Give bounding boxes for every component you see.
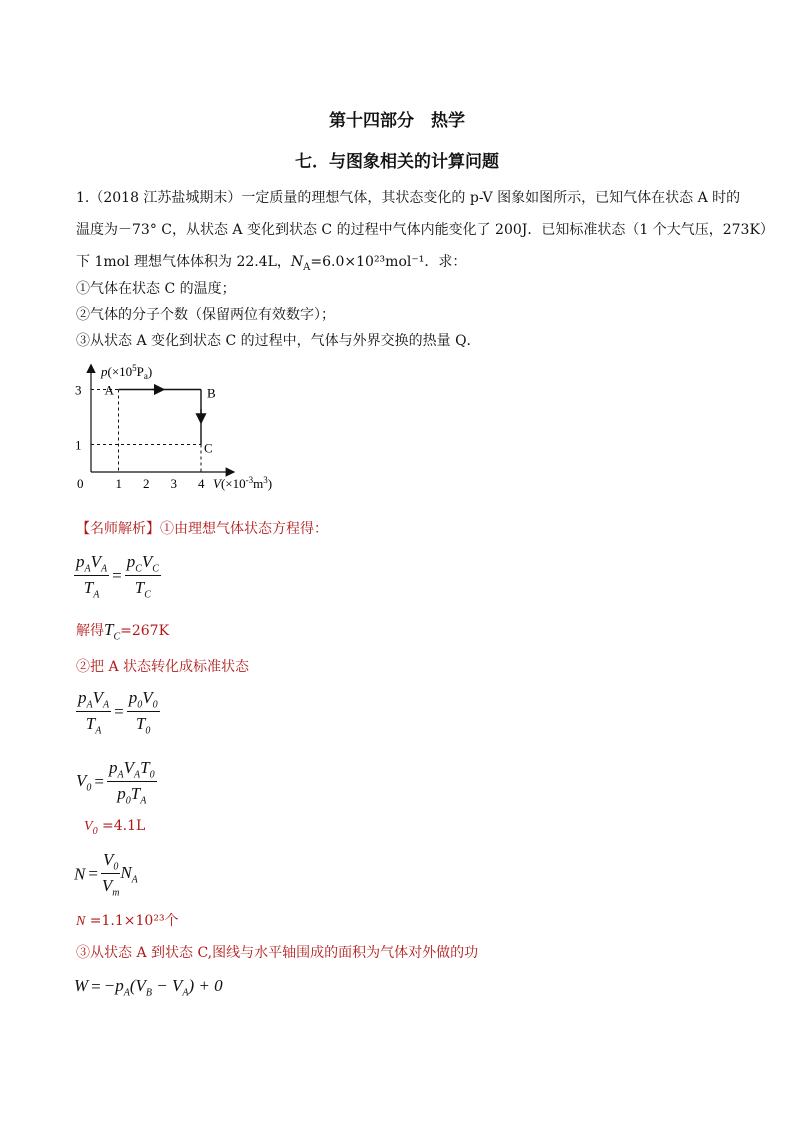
section-title: 七．与图象相关的计算问题 bbox=[295, 152, 499, 172]
x-tick-label: 4 bbox=[198, 476, 205, 491]
x-tick-label: 1 bbox=[115, 476, 122, 491]
part-title: 第十四部分 热学 bbox=[329, 111, 465, 131]
v0-value: =4.1L bbox=[102, 818, 146, 834]
problem-line-1: 1.（2018 江苏盐城期末）一定质量的理想气体，其状态变化的 p-V 图象如图所示，已知气体在状态 A 时的 bbox=[76, 190, 741, 206]
v0-equation: $V_0$ = $\frac{p_AV_AT_0}{p_0T_A}$ bbox=[76, 758, 155, 807]
problem-line-3-a: 下 1mol 理想气体体积为 22.4L， bbox=[76, 254, 291, 270]
point-label-a: A bbox=[104, 382, 114, 398]
standard-state-equation: $\frac{p_AV_A}{T_A}$ = $\frac{p_0V_0}{T_0}$ bbox=[78, 688, 158, 737]
part-3-heading: ③从状态 A 到状态 C,图线与水平轴围成的面积为气体对外做的功 bbox=[76, 945, 479, 961]
x-axis-label: $V(\times 10^{-3}m^3)$ bbox=[213, 475, 273, 491]
y-tick-label: 3 bbox=[75, 382, 82, 398]
ideal-gas-equation: $\frac{p_AV_A}{T_A}$ = $\frac{p_CV_C}{T_C}$ bbox=[76, 552, 159, 601]
molecule-count-equation: N = $\frac{V_0}{V_m}$ $N_A$ bbox=[74, 850, 138, 899]
solution-header bbox=[76, 518, 328, 538]
problem-line-3-b: =6.0×10²³mol⁻¹．求： bbox=[310, 254, 467, 270]
problem-line-2: 温度为－73° C，从状态 A 变化到状态 C 的过程中气体内能变化了 200J．已知标准状态（1 个大气压，273K） bbox=[76, 222, 774, 238]
avogadro-subscript: A bbox=[303, 261, 311, 273]
solve-prefix: 解得 bbox=[76, 623, 104, 639]
question-2: ②气体的分子个数（保留两位有效数字）； bbox=[76, 307, 335, 323]
point-label-b: B bbox=[207, 385, 216, 401]
point-label-c: C bbox=[204, 440, 213, 456]
tc-value: =267K bbox=[120, 623, 170, 639]
solution-intro: ①由理想气体状态方程得： bbox=[160, 521, 328, 537]
solution-bracket: 【名师解析】 bbox=[76, 521, 160, 537]
origin-label: 0 bbox=[77, 476, 84, 491]
x-tick-label: 3 bbox=[170, 476, 177, 491]
v0-result: $V_0 =4.1L$ bbox=[84, 818, 146, 837]
avogadro-symbol: N bbox=[290, 254, 304, 270]
y-axis-label: $p(\times 10^5P_a)$ bbox=[101, 363, 153, 381]
question-1: ①气体在状态 C 的温度； bbox=[76, 281, 236, 297]
part-2-heading: ②把 A 状态转化成标准状态 bbox=[76, 659, 250, 675]
tc-result: 解得$T_C=267K$ bbox=[76, 620, 170, 643]
x-tick-label: 2 bbox=[143, 476, 150, 491]
y-tick-label: 1 bbox=[75, 437, 82, 453]
n-value: =1.1×10²³个 bbox=[89, 913, 179, 929]
work-equation: $W = -p_A(V_B - V_A) + 0$ bbox=[74, 976, 223, 999]
question-3: ③从状态 A 变化到状态 C 的过程中，气体与外界交换的热量 Q． bbox=[76, 333, 481, 349]
pv-chart bbox=[66, 360, 306, 495]
n-result: N =1.1×10²³个 bbox=[76, 913, 179, 929]
problem-line-3 bbox=[76, 251, 466, 273]
